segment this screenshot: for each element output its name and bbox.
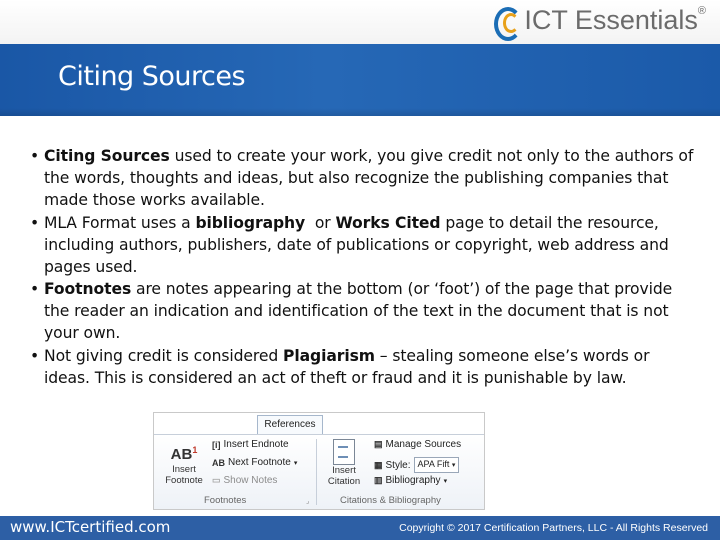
- references-ribbon-screenshot: [153, 412, 485, 510]
- top-header: [0, 0, 720, 44]
- bullet-item: • Citing Sources used to create your work, you give credit not only to the authors of the words, thoughts and ideas, but also recognize the publishing companies that made those works available.: [30, 147, 694, 209]
- citation-icon: [333, 439, 355, 465]
- logo-swirl-icon: [494, 5, 520, 35]
- bullet-item: • Footnotes are notes appearing at the bottom (or ‘foot’) of the page that provide the reader an indication and identification of the text in the document that is not your own.: [30, 280, 673, 343]
- manage-sources-button[interactable]: ▤ Manage Sources: [374, 439, 462, 450]
- slide-title: Citing Sources: [58, 61, 246, 92]
- footer-url: www.ICTcertified.com: [10, 518, 171, 536]
- bullet-list: [30, 146, 700, 391]
- manage-sources-icon: ▤: [374, 439, 383, 449]
- footer-bar: [0, 516, 720, 540]
- logo-text: ICT Essentials®: [524, 5, 706, 35]
- style-selector[interactable]: ▦ Style: APA Fift ▾: [374, 457, 459, 473]
- citations-group-label: Citations & Bibliography: [340, 495, 441, 506]
- footnotes-group-label: Footnotes: [204, 495, 247, 506]
- insert-endnote-button[interactable]: [i] Insert Endnote: [212, 439, 289, 450]
- style-dropdown[interactable]: APA Fift ▾: [414, 457, 460, 473]
- bullet-item: • MLA Format uses a bibliography or Works Cited page to detail the resource, including authors, publishers, date of publications or copyright, web address and pages used.: [30, 213, 669, 276]
- ict-essentials-logo: [494, 4, 706, 36]
- insert-footnote-button[interactable]: $AB^1$ Insert Footnote: [160, 441, 208, 486]
- insert-citation-button[interactable]: Insert Citation: [322, 439, 366, 487]
- endnote-icon: [i]: [212, 439, 221, 450]
- tab-references[interactable]: References: [257, 415, 323, 434]
- show-notes-button[interactable]: ▭ Show Notes: [212, 475, 278, 486]
- footnote-icon: $AB^1$: [170, 445, 198, 463]
- dialog-launcher-icon[interactable]: ⌟: [306, 498, 310, 505]
- next-footnote-button[interactable]: AB Next Footnote ▾: [212, 457, 298, 468]
- show-notes-icon: ▭: [212, 475, 221, 485]
- footer-copyright: Copyright © 2017 Certification Partners, LLC - All Rights Reserved: [399, 522, 708, 534]
- bullet-item: • Not giving credit is considered Plagiarism – stealing someone else’s words or ideas. This is considered an act of theft or fraud and it is punishable by law.: [30, 347, 650, 388]
- next-footnote-icon: AB: [212, 457, 225, 468]
- bibliography-icon: ▥: [374, 475, 383, 485]
- style-icon: ▦: [374, 459, 383, 470]
- bibliography-button[interactable]: ▥ Bibliography ▾: [374, 475, 448, 486]
- title-bar: [0, 44, 720, 116]
